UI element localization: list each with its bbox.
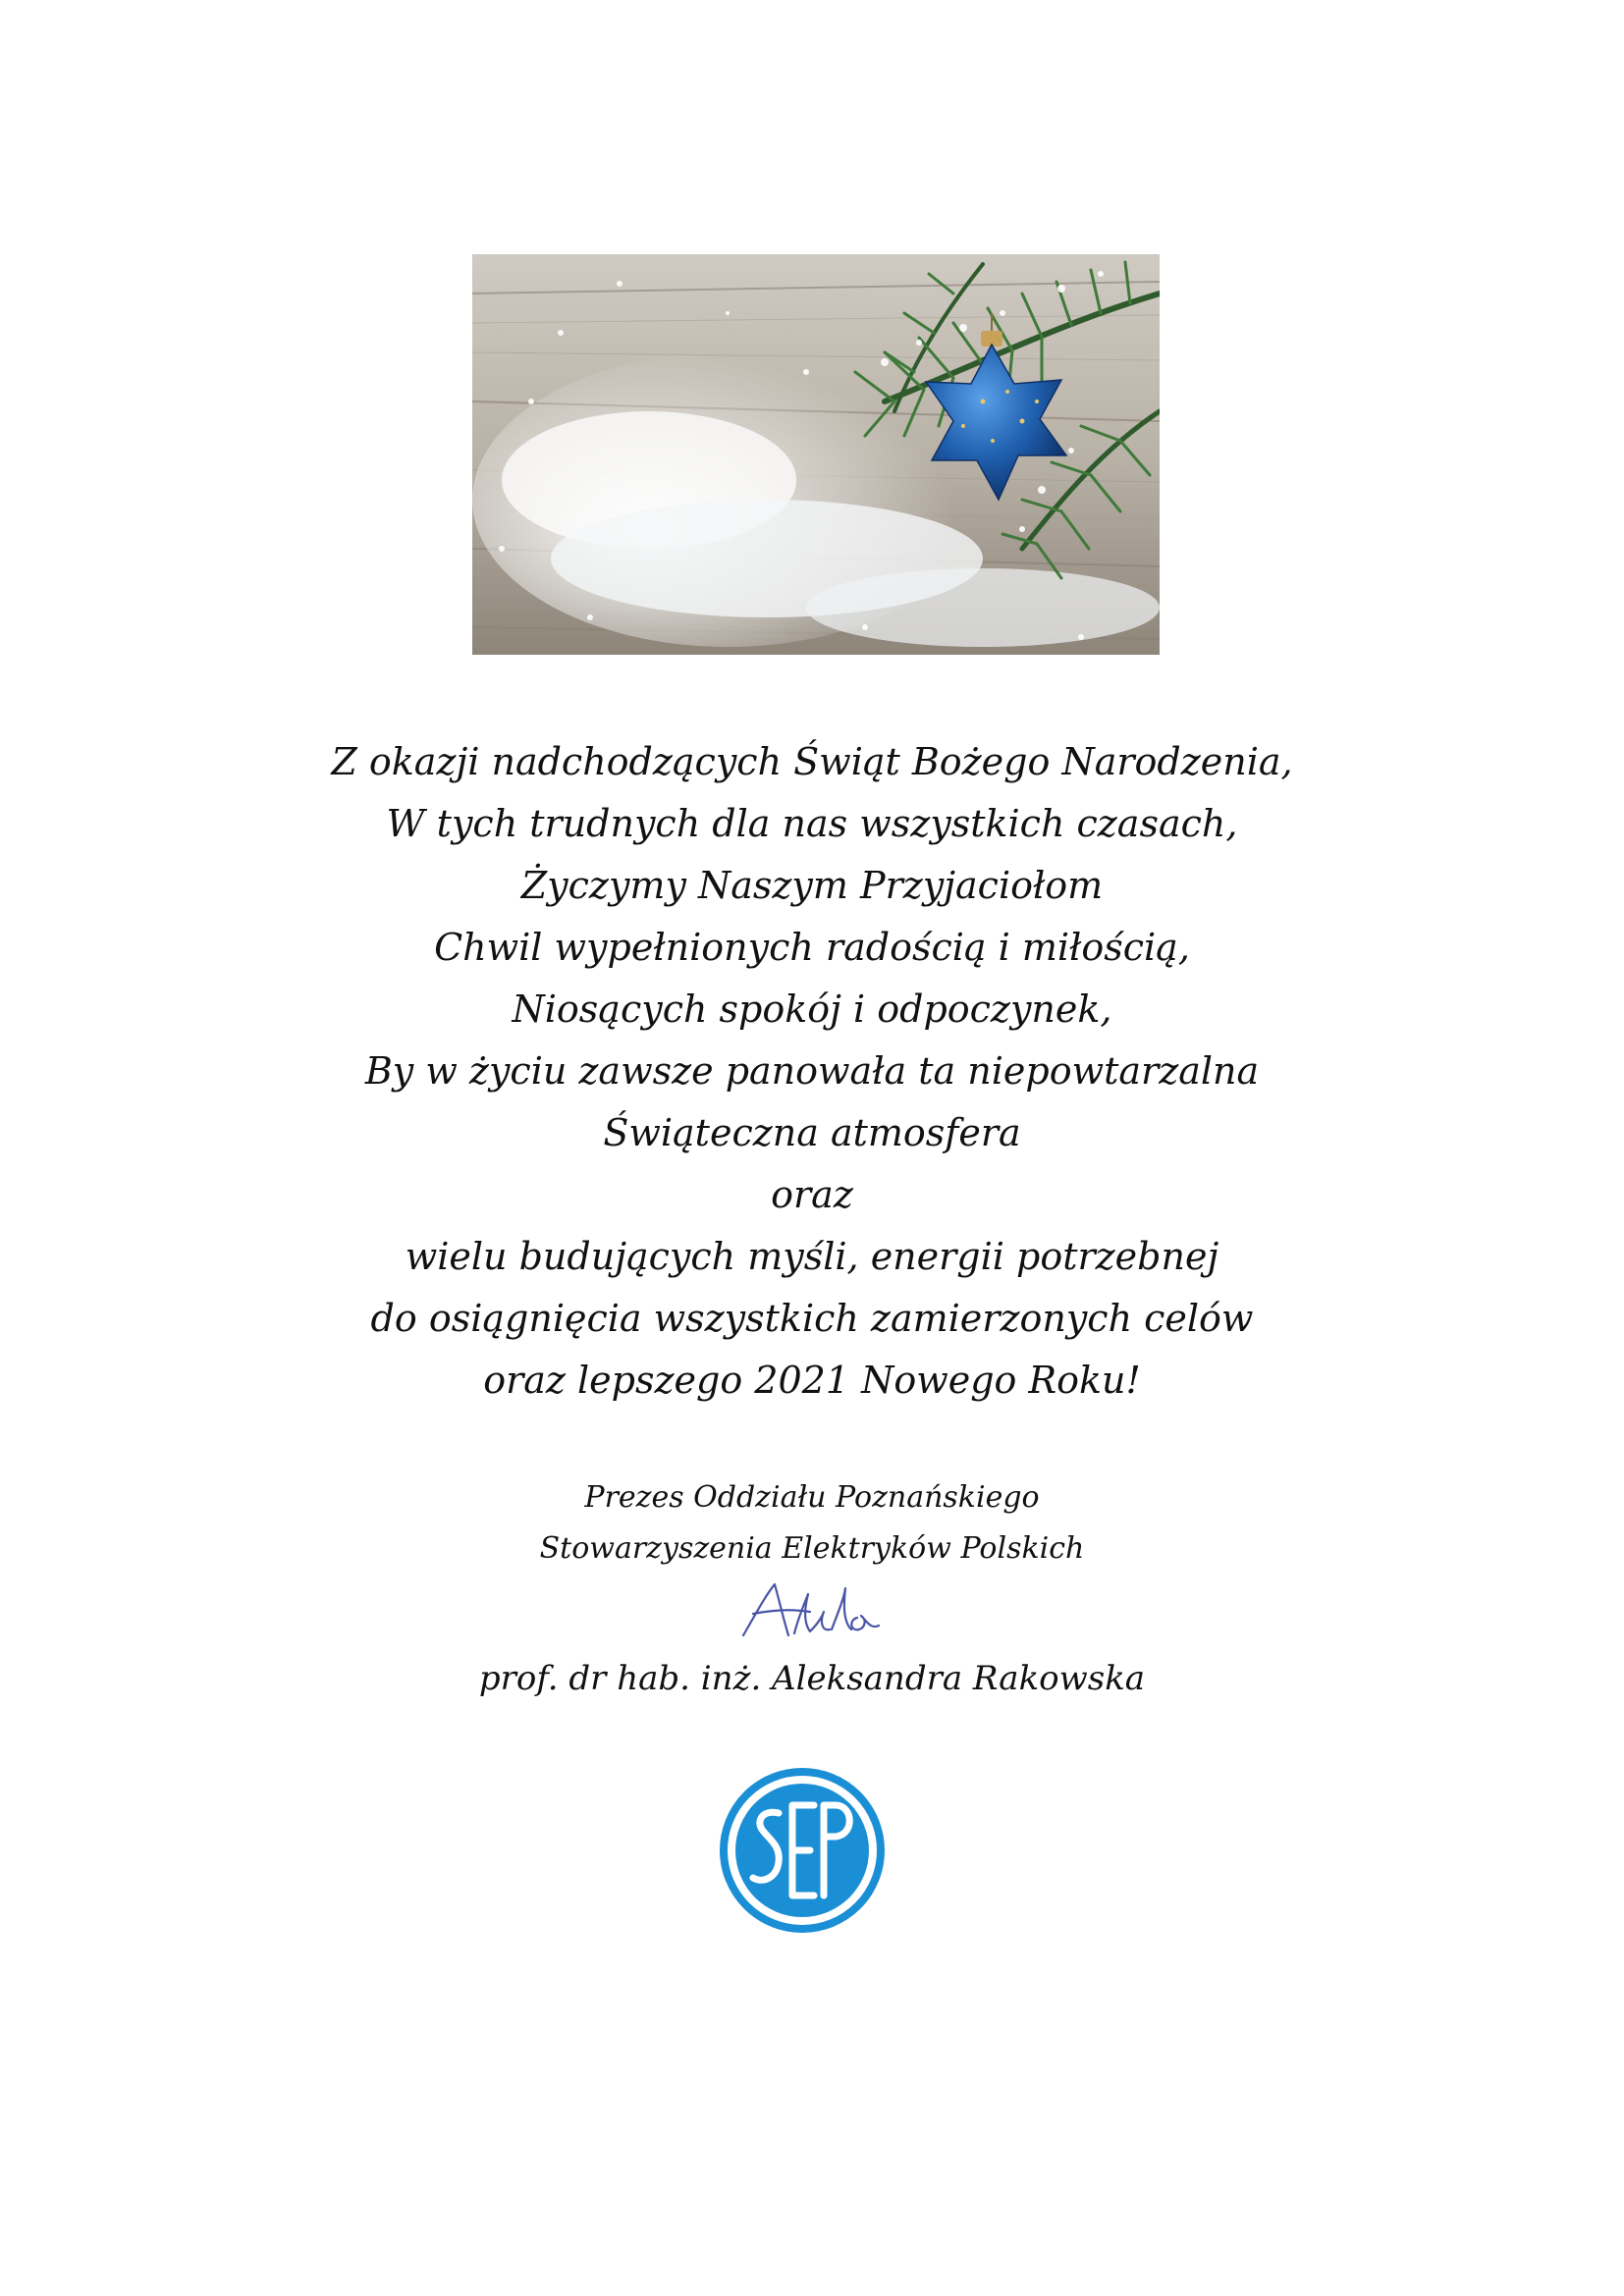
greeting-line: Świąteczna atmosfera <box>603 1111 1021 1154</box>
signature-name: prof. dr hab. inż. Aleksandra Rakowska <box>478 1659 1146 1698</box>
signature-organization: Stowarzyszenia Elektryków Polskich <box>539 1531 1085 1566</box>
greeting-line: oraz <box>771 1173 853 1216</box>
greeting-line: Niosących spokój i odpoczynek, <box>512 988 1112 1031</box>
greeting-text <box>196 731 1428 1412</box>
greeting-line: W tych trudnych dla nas wszystkich czasach, <box>386 802 1238 845</box>
sep-logo-icon <box>718 1766 887 1935</box>
greeting-line: oraz lepszego 2021 Nowego Roku! <box>483 1359 1141 1402</box>
greeting-line: wielu budujących myśli, energii potrzebnej <box>405 1235 1219 1278</box>
greeting-line: do osiągnięcia wszystkich zamierzonych celów <box>370 1297 1254 1340</box>
handwritten-signature <box>714 1575 910 1653</box>
greeting-line: By w życiu zawsze panowała ta niepowtarzalna <box>364 1049 1260 1093</box>
signature-block <box>295 1472 1329 1704</box>
greeting-line: Życzymy Naszym Przyjaciołom <box>520 864 1104 907</box>
signature-role: Prezes Oddziału Poznańskiego <box>584 1480 1040 1515</box>
greeting-line: Z okazji nadchodzących Świąt Bożego Narodzenia, <box>331 740 1293 783</box>
christmas-photo <box>472 254 1160 655</box>
sep-logo <box>718 1766 887 1935</box>
christmas-star-ornament-photo <box>472 254 1160 655</box>
greeting-line: Chwil wypełnionych radością i miłością, <box>434 926 1190 969</box>
